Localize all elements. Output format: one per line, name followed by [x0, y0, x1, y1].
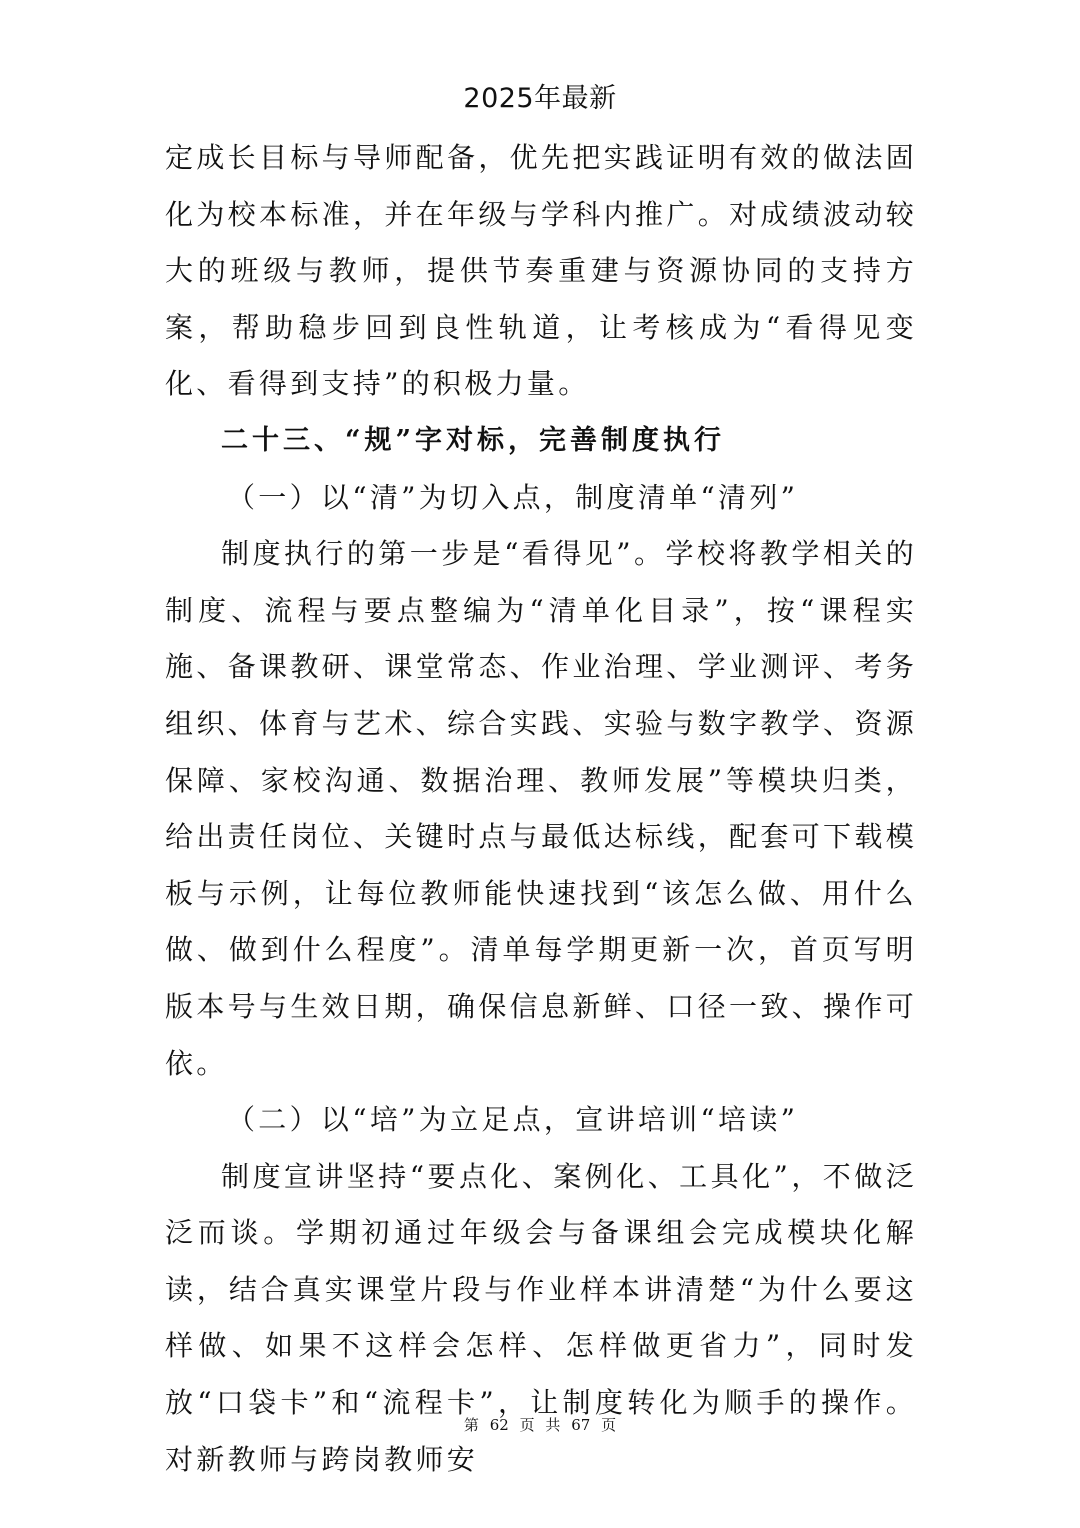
footer-label-gong: 共: [545, 1416, 561, 1434]
header-title: 2025年最新: [463, 83, 617, 114]
page-footer: [0, 1414, 1080, 1436]
footer-current-page: 62: [489, 1416, 509, 1434]
footer-label-di: 第: [463, 1416, 479, 1434]
paragraph-checklist: 制度执行的第一步是“看得见”。学校将教学相关的制度、流程与要点整编为“清单化目录”，按“课程实施、备课教研、课堂常态、作业治理、学业测评、考务组织、体育与艺术、综合实践、实验与数字教学、资源保障、家校沟通、数据治理、教师发展”等模块归类，给出责任岗位、关键时点与最低达标线，配套可下载模板与示例，让每位教师能快速找到“该怎么做、用什么做、做到什么程度”。清单每学期更新一次，首页写明版本号与生效日期，确保信息新鲜、口径一致、操作可依。: [165, 537, 917, 1080]
subsection-heading-1: （一）以“清”为切入点，制度清单“清列”: [227, 480, 799, 514]
footer-label-ye: 页: [519, 1416, 535, 1434]
section-heading: 二十三、“规”字对标，完善制度执行: [221, 424, 726, 456]
document-body: [165, 130, 917, 1488]
subsection-heading-2: （二）以“培”为立足点，宣讲培训“培读”: [227, 1103, 799, 1137]
footer-label-ye2: 页: [601, 1416, 617, 1434]
footer-total-pages: 67: [571, 1416, 591, 1434]
paragraph-continued: 定成长目标与导师配备，优先把实践证明有效的做法固化为校本标准，并在年级与学科内推广。对成绩波动较大的班级与教师，提供节奏重建与资源协同的支持方案，帮助稳步回到良性轨道，让考核成为“看得见变化、看得到支持”的积极力量。: [165, 141, 917, 401]
page-header: [0, 80, 1080, 118]
paragraph-training: 制度宣讲坚持“要点化、案例化、工具化”，不做泛泛而谈。学期初通过年级会与备课组会完成模块化解读，结合真实课堂片段与作业样本讲清楚“为什么要这样做、如果不这样会怎样、怎样做更省力”，同时发放“口袋卡”和“流程卡”，让制度转化为顺手的操作。对新教师与跨岗教师安: [165, 1159, 917, 1476]
